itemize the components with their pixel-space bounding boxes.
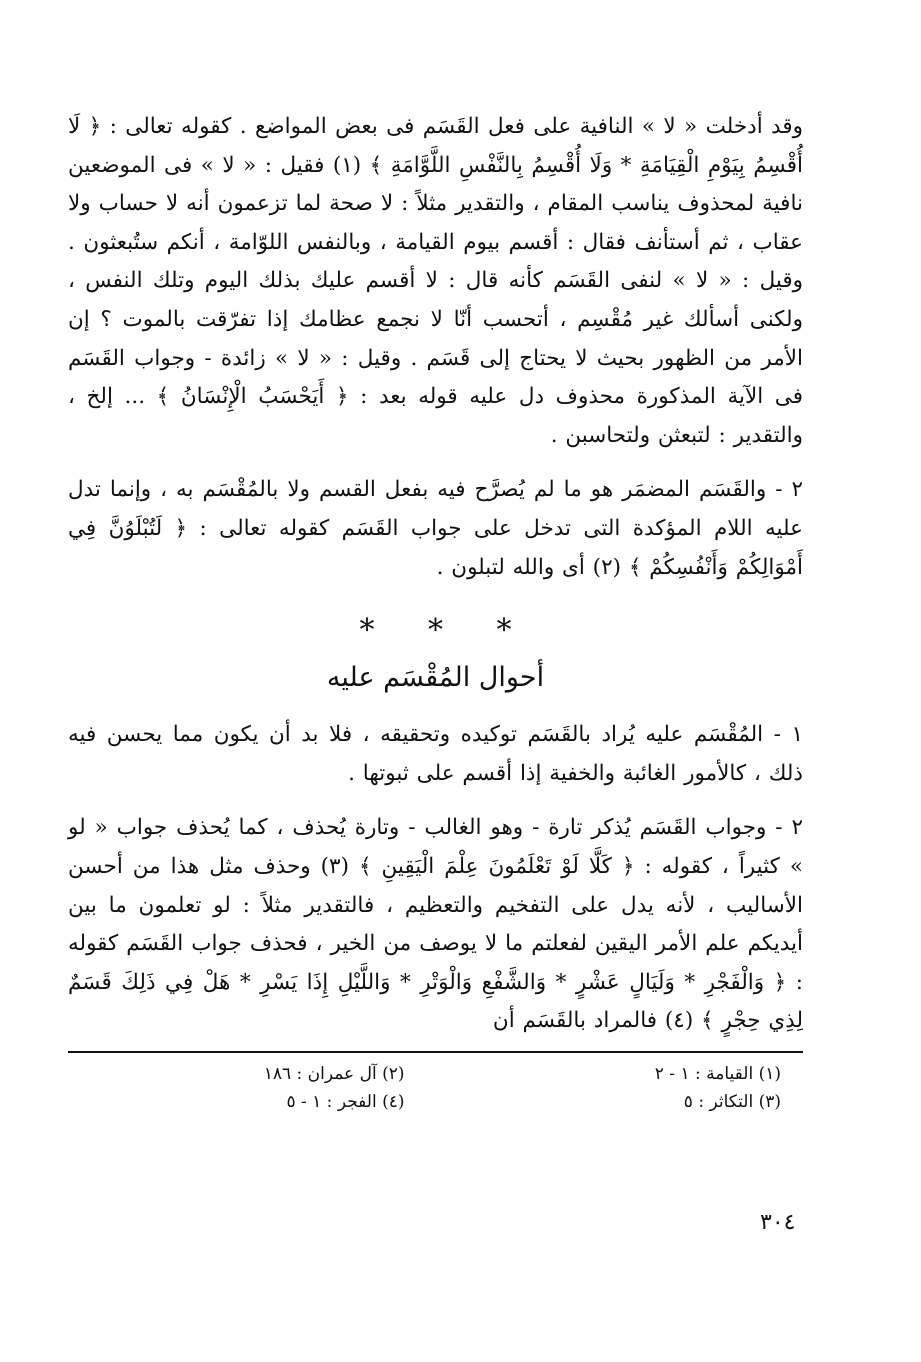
paragraph-muqsam-alayh-1: ١ - المُقْسَم عليه يُراد بالقَسَم توكيده وتحقيقه ، فلا بد أن يكون مما يحسن فيه ذلك ، كالأمور الغائبة والخفية إذا أقسم على ثبوتها . <box>68 722 803 786</box>
footnote-divider <box>68 1051 803 1053</box>
paragraph-implied-oath: ٢ - والقَسَم المضمَر هو ما لم يُصرَّح فيه بفعل القسم ولا بالمُقْسَم به ، وإنما تدل عليه اللام المؤكدة التى تدخل على جواب القَسَم كقوله تعالى : ﴿ لَتُبْلَوُنَّ فِي أَمْوَالِكُمْ وَأَنْفُسِكُمْ ﴾ (٢) أى والله لتبلون . <box>68 477 803 580</box>
page-number: ٣٠٤ <box>760 1210 796 1235</box>
footnote-4: (٤) الفجر : ١ - ٥ <box>286 1091 405 1112</box>
paragraph-la-qasam: وقد أدخلت « لا » النافية على فعل القَسَم فى بعض المواضع . كقوله تعالى : ﴿ لَا أُقْسِمُ بِيَوْمِ الْقِيَامَةِ * وَلَا أُقْسِمُ بِالنَّفْسِ اللَّوَّامَةِ ﴾ (١) فقيل : « لا » فى الموضعين نافية لمحذوف يناسب المقام ، والتقدير مثلاً : لا صحة لما تزعمون أنه لا حساب ولا عقاب ، ثم أستأنف فقال : أقسم بيوم القيامة ، وبالنفس اللوّامة ، أنكم ستُبعثون . وقيل : « لا » لنفى القَسَم كأنه قال : لا أقسم عليك بذلك اليوم وتلك النفس ، ولكنى أسألك غير مُقْسِم ، أتحسب أنّا لا نجمع عظامك إذا تفرّقت بالموت ؟ إن الأمر من الظهور بحيث لا يحتاج إلى قَسَم . وقيل : « لا » زائدة - وجواب القَسَم فى الآية المذكورة محذوف دل عليه قوله بعد : ﴿ أَيَحْسَبُ الْإِنْسَانُ ﴾ ... إلخ ، والتقدير : لتبعثن ولتحاسبن . <box>68 114 803 448</box>
section-separator <box>68 613 803 648</box>
separator-star: * <box>496 613 512 649</box>
separator-star: * <box>359 613 375 649</box>
footnotes <box>68 1061 803 1115</box>
footnote-1: (١) القيامة : ١ - ٢ <box>654 1063 781 1084</box>
separator-star: * <box>428 613 443 649</box>
section-heading: أحوال المُقْسَم عليه <box>326 662 545 694</box>
paragraph-muqsam-alayh-2: ٢ - وجواب القَسَم يُذكر تارة - وهو الغالب - وتارة يُحذف ، كما يُحذف جواب « لو » كثيراً ، كقوله : ﴿ كَلَّا لَوْ تَعْلَمُونَ عِلْمَ الْيَقِينِ ﴾ (٣) وحذف مثل هذا من أحسن الأساليب ، لأنه يدل على التفخيم والتعظيم ، فالتقدير مثلاً : لو تعلمون ما بين أيديكم علم الأمر اليقين لفعلتم ما لا يوصف من الخير ، فحذف جواب القَسَم كقوله : ﴿ وَالْفَجْرِ * وَلَيَالٍ عَشْرٍ * وَالشَّفْعِ وَالْوَتْرِ * وَاللَّيْلِ إِذَا يَسْرِ * هَلْ فِي ذَلِكَ قَسَمٌ لِذِي حِجْرٍ ﴾ (٤) فالمراد بالقَسَم أن <box>68 815 803 1034</box>
footnote-3: (٣) التكاثر : ٥ <box>683 1091 781 1112</box>
footnote-2: (٢) آل عمران : ١٨٦ <box>263 1063 405 1084</box>
